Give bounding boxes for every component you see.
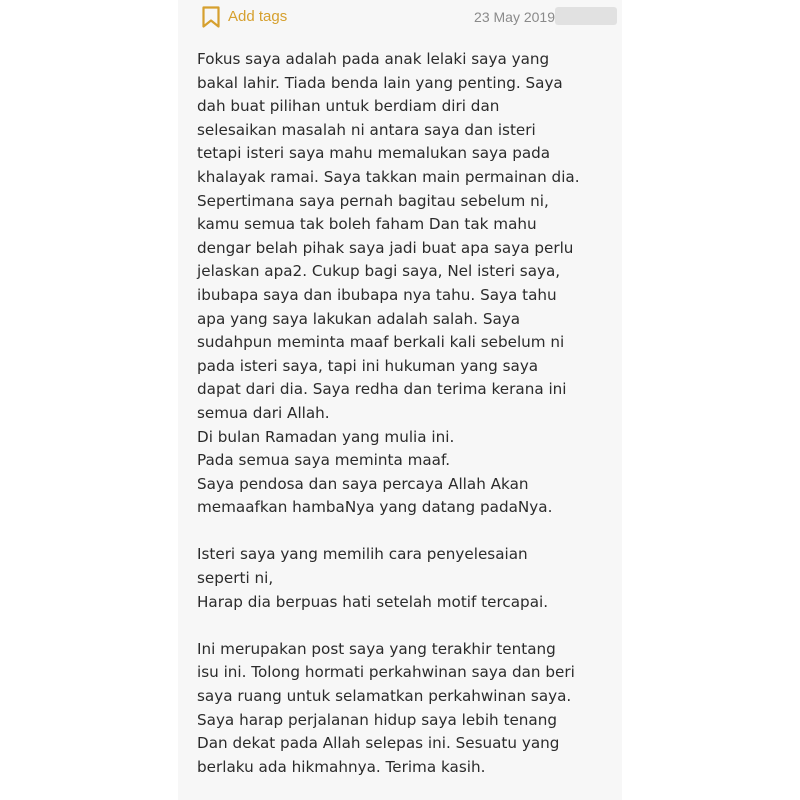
note-line: tetapi isteri saya mahu memalukan saya pada [197,144,551,163]
note-body [197,48,617,779]
note-line: pada isteri saya, tapi ini hukuman yang saya [197,356,539,375]
note-line: selesaikan masalah ni antara saya dan isteri [197,120,536,139]
note-line: Sepertimana saya pernah bagitau sebelum ni, [197,191,549,210]
note-line: Saya pendosa dan saya percaya Allah Akan [197,474,529,493]
add-tags-button[interactable]: Add tags [228,8,288,25]
note-line: Ini merupakan post saya yang terakhir tentang [197,639,556,658]
note-line: Isteri saya yang memilih cara penyelesaian [197,545,528,564]
note-line: semua dari Allah. [197,403,330,422]
blank-line [197,614,617,638]
bookmark-tag-icon[interactable] [201,5,221,29]
note-line: memaafkan hambaNya yang datang padaNya. [197,498,553,517]
note-view [178,0,622,800]
note-line: dengar belah pihak saya jadi buat apa saya perlu [197,238,574,257]
note-line: Di bulan Ramadan yang mulia ini. [197,427,455,446]
note-line: Harap dia berpuas hati setelah motif tercapai. [197,592,549,611]
note-line: Saya harap perjalanan hidup saya lebih tenang [197,710,557,729]
note-line: Pada semua saya meminta maaf. [197,451,451,470]
note-line: berlaku ada hikmahnya. Terima kasih. [197,757,486,776]
note-line: dapat dari dia. Saya redha dan terima kerana ini [197,380,567,399]
note-line: isu ini. Tolong hormati perkahwinan saya dan beri [197,663,575,682]
note-header [178,0,622,34]
note-line: apa yang saya lakukan adalah salah. Saya [197,309,521,328]
note-line: seperti ni, [197,569,274,588]
note-line: bakal lahir. Tiada benda lain yang penting. Saya [197,73,563,92]
note-line: khalayak ramai. Saya takkan main permainan dia. [197,167,580,186]
note-line: Dan dekat pada Allah selepas ini. Sesuatu yang [197,734,560,753]
note-date: 23 May 2019 [474,9,555,25]
note-line: ibubapa saya dan ibubapa nya tahu. Saya tahu [197,285,557,304]
blank-line [197,520,617,544]
note-line: dah buat pilihan untuk berdiam diri dan [197,97,500,116]
note-line: sudahpun meminta maaf berkali kali sebelum ni [197,333,565,352]
note-line: Fokus saya adalah pada anak lelaki saya yang [197,50,550,68]
redacted-area [555,7,617,25]
note-line: saya ruang untuk selamatkan perkahwinan saya. [197,687,572,706]
note-line: kamu semua tak boleh faham Dan tak mahu [197,215,537,234]
note-line: jelaskan apa2. Cukup bagi saya, Nel isteri saya, [197,262,561,281]
